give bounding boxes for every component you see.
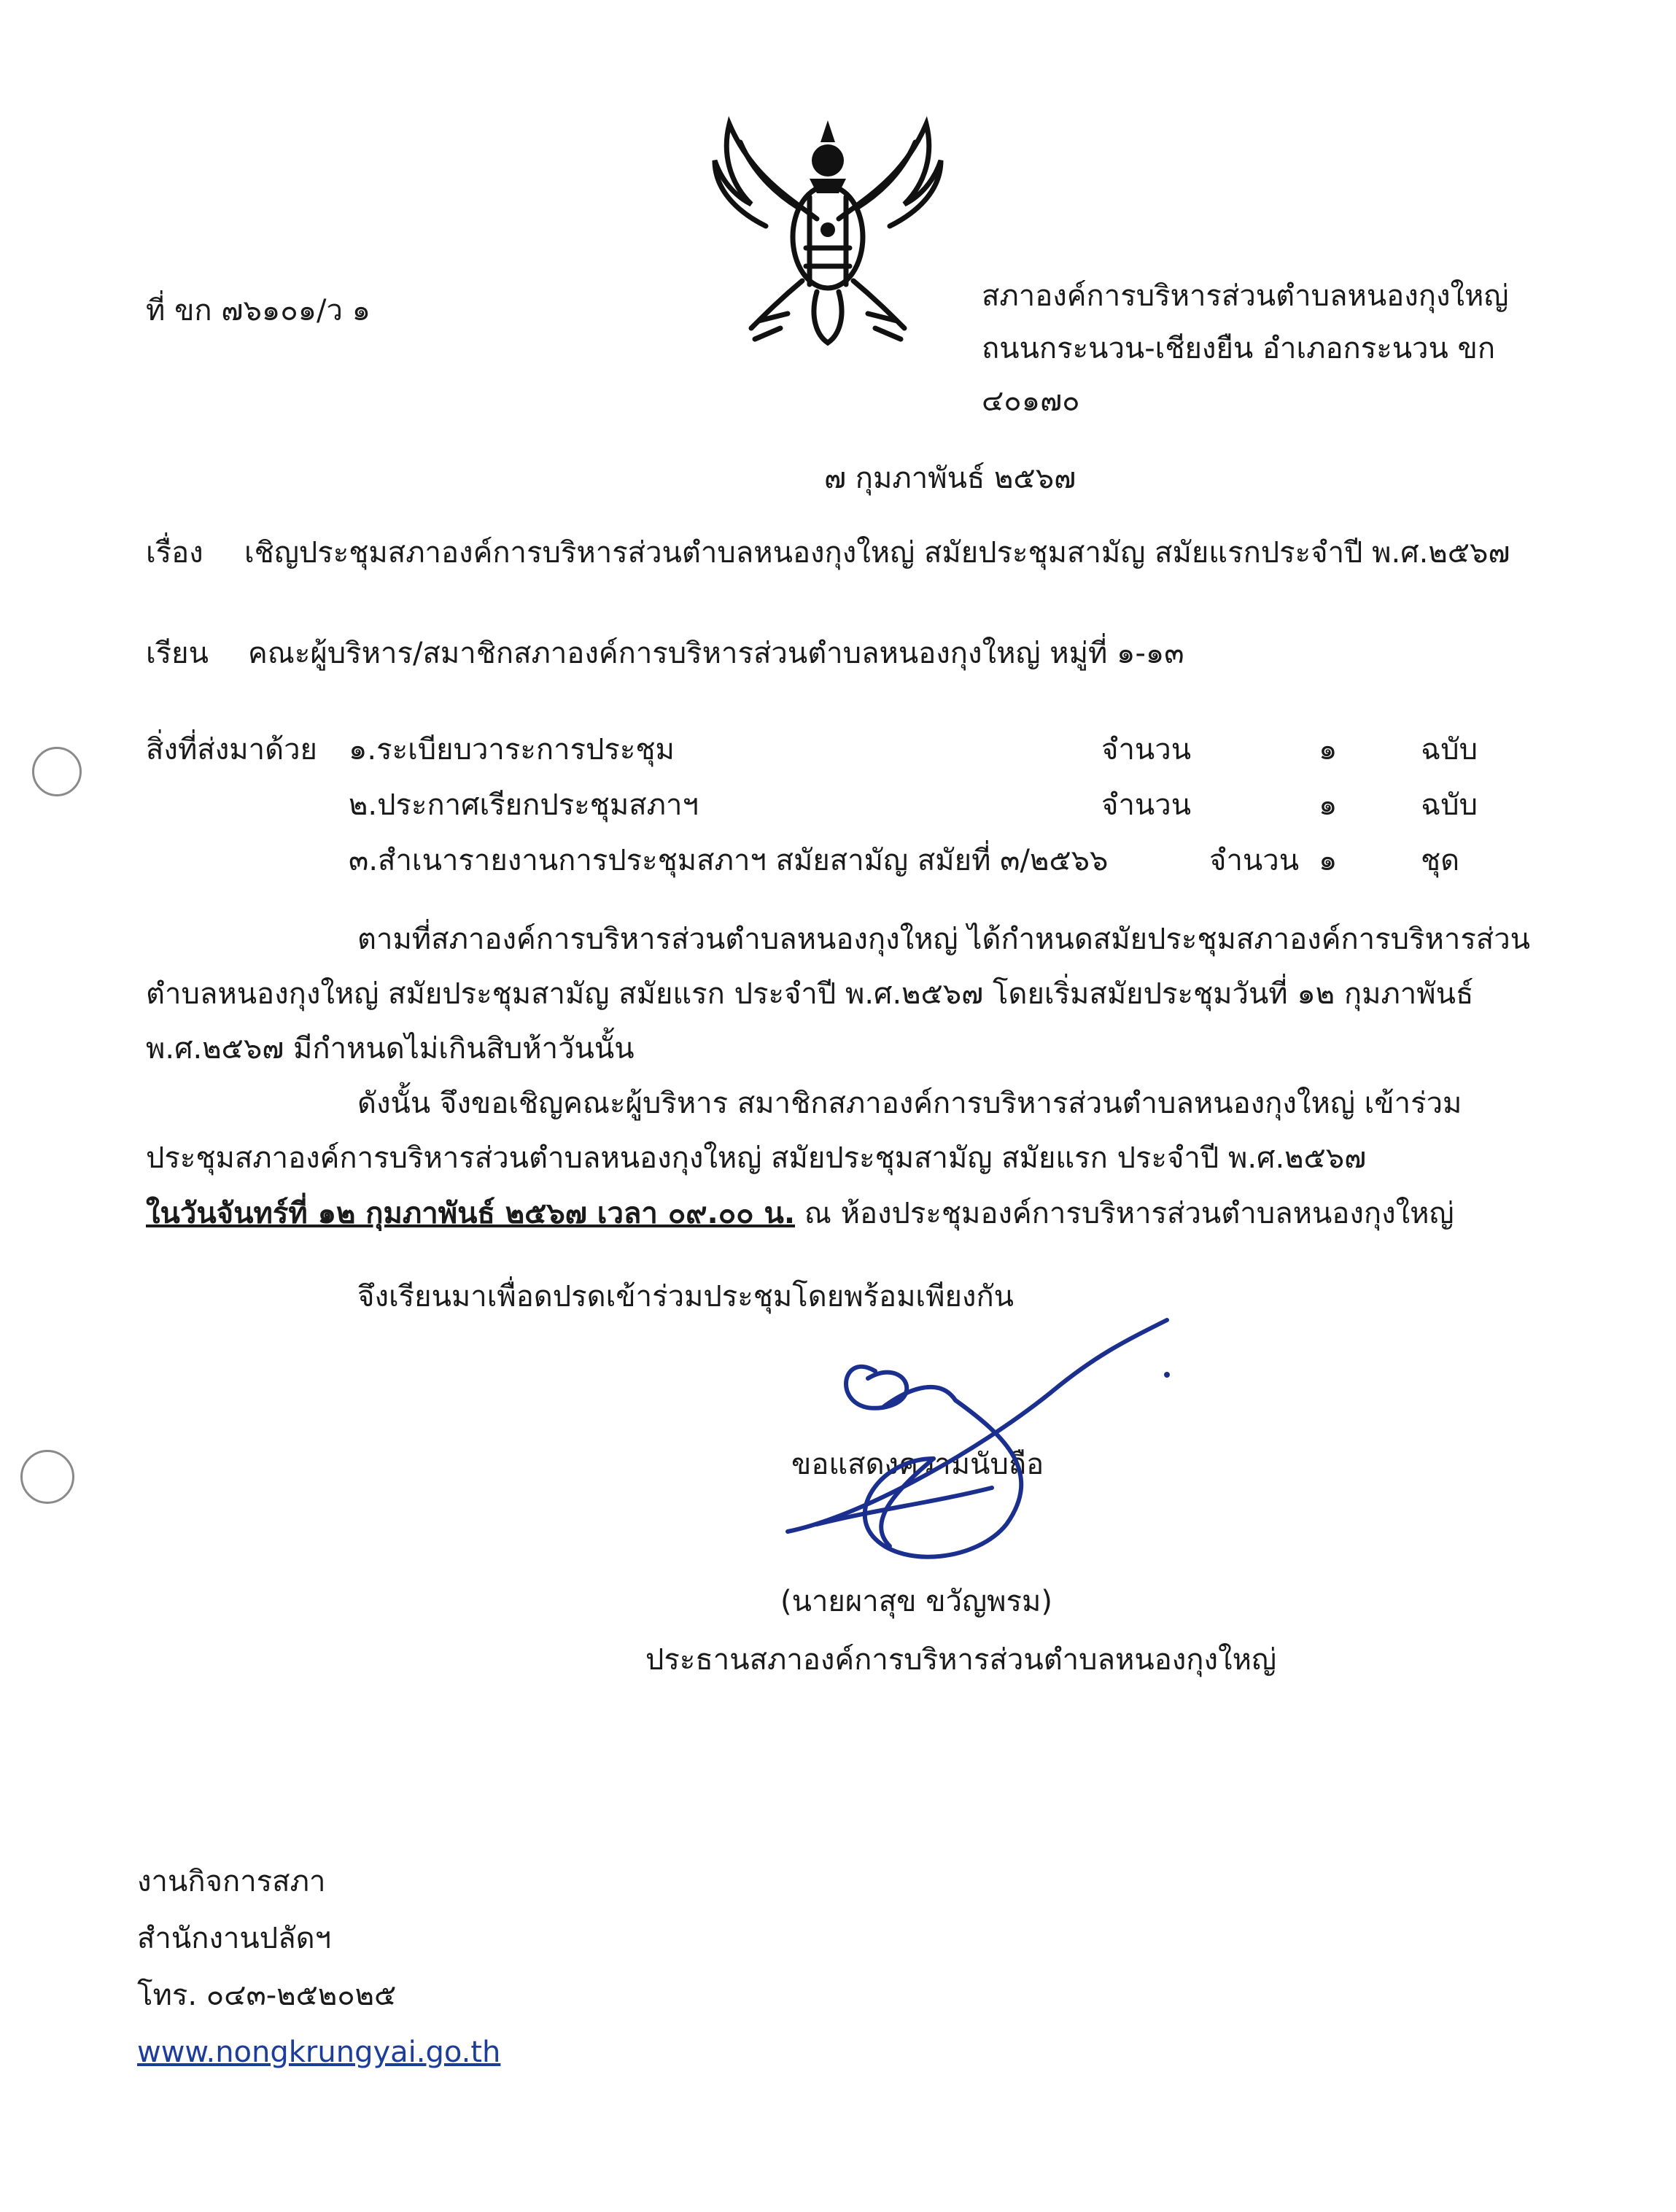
enclosure-unit: ชุด [1421,844,1460,877]
meeting-datetime: ในวันจันทร์ที่ ๑๒ กุมภาพันธ์ ๒๕๖๗ เวลา ๐๙.๐๐ น. [146,1197,796,1230]
body-paragraph-2-line-1: ดังนั้น จึงขอเชิญคณะผู้บริหาร สมาชิกสภาองค์การบริหารส่วนตำบลหนองกุงใหญ่ เข้าร่วม [357,1087,1462,1120]
enclosure-qty-label: จำนวน [1209,844,1300,877]
to-text: คณะผู้บริหาร/สมาชิกสภาองค์การบริหารส่วนตำบลหนองกุงใหญ่ หมู่ที่ ๑-๑๓ [248,637,1184,670]
body-paragraph-1-line-2: ตำบลหนองกุงใหญ่ สมัยประชุมสามัญ สมัยแรก ประจำปี พ.ศ.๒๕๖๗ โดยเริ่มสมัยประชุมวันที่ ๑๒ กุมภาพันธ์ [146,977,1474,1011]
regards-text: ขอแสดงความนับถือ [791,1448,1044,1481]
subject-label: เรื่อง [146,536,203,570]
closing-line: จึงเรียนมาเพื่อดปรดเข้าร่วมประชุมโดยพร้อมเพียงกัน [357,1280,1014,1313]
enclosure-qty: ๑ [1319,788,1338,822]
hole-punch-bottom [20,1450,74,1504]
signatory-name: (นายผาสุข ขวัญพรม) [780,1585,1052,1618]
footer-department: งานกิจการสภา [137,1865,326,1898]
to-label: เรียน [146,637,209,670]
enclosure-item: ๑.ระเบียบวาระการประชุม [349,733,675,767]
enclosure-qty-label: จำนวน [1101,733,1192,767]
org-address: ถนนกระนวน-เชียงยืน อำเภอกระนวน ขก [982,332,1496,365]
footer-phone: โทร. ๐๔๓-๒๕๒๐๒๕ [137,1979,397,2012]
hole-punch-top [32,747,82,796]
org-name: สภาองค์การบริหารส่วนตำบลหนองกุงใหญ่ [982,279,1509,313]
signatory-title: ประธานสภาองค์การบริหารส่วนตำบลหนองกุงใหญ่ [645,1643,1277,1677]
meeting-venue: ณ ห้องประชุมองค์การบริหารส่วนตำบลหนองกุงใหญ่ [795,1197,1454,1230]
handwritten-signature [773,1305,1182,1597]
enclosure-item: ๓.สำเนารายงานการประชุมสภาฯ สมัยสามัญ สมัยที่ ๓/๒๕๖๖ [349,844,1109,877]
body-paragraph-1-line-3: พ.ศ.๒๕๖๗ มีกำหนดไม่เกินสิบห้าวันนั้น [146,1032,635,1066]
reference-number: ที่ ขก ๗๖๑๐๑/ว ๑ [146,294,371,327]
org-postcode: ๔๐๑๗๐ [982,384,1080,418]
body-paragraph-1-line-1: ตามที่สภาองค์การบริหารส่วนตำบลหนองกุงใหญ่ ได้กำหนดสมัยประชุมสภาองค์การบริหารส่วน [357,923,1531,956]
enclosure-qty-label: จำนวน [1101,788,1192,822]
enclosure-qty: ๑ [1319,844,1338,877]
garuda-emblem-icon [700,109,955,350]
enclosures-label: สิ่งที่ส่งมาด้วย [146,733,317,767]
footer-website-link[interactable]: www.nongkrungyai.go.th [137,2036,501,2069]
footer-office: สำนักงานปลัดฯ [137,1922,332,1955]
enclosure-unit: ฉบับ [1421,788,1478,822]
letter-date: ๗ กุมภาพันธ์ ๒๕๖๗ [824,462,1076,495]
enclosure-unit: ฉบับ [1421,733,1478,767]
body-paragraph-2-line-2: ประชุมสภาองค์การบริหารส่วนตำบลหนองกุงใหญ่ สมัยประชุมสามัญ สมัยแรก ประจำปี พ.ศ.๒๕๖๗ [146,1141,1367,1175]
enclosure-qty: ๑ [1319,733,1338,767]
subject-text: เชิญประชุมสภาองค์การบริหารส่วนตำบลหนองกุงใหญ่ สมัยประชุมสามัญ สมัยแรกประจำปี พ.ศ.๒๕๖๗ [244,536,1510,570]
body-paragraph-2-line-3 [146,1193,1454,1234]
enclosure-item: ๒.ประกาศเรียกประชุมสภาฯ [349,788,699,822]
